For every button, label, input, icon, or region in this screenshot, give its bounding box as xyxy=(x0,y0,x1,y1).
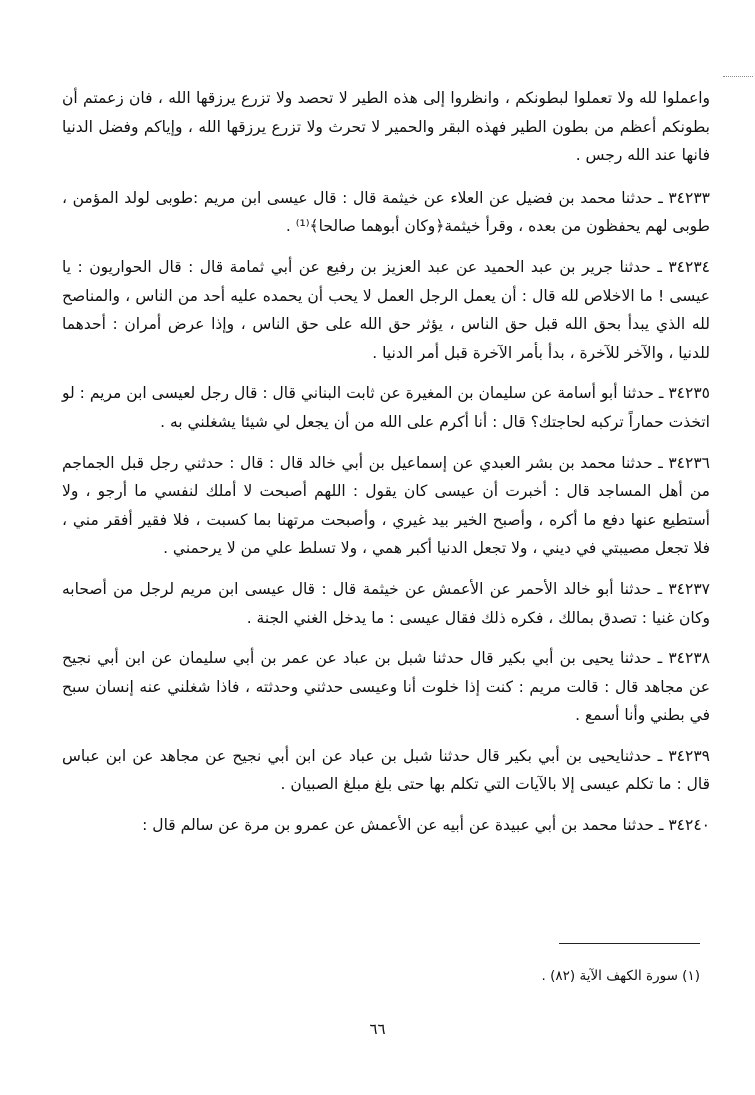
hadith-34233: ٣٤٢٣٣ ـ حدثنا محمد بن فضيل عن العلاء عن خيثمة قال : قال عيسى ابن مريم :طوبى لولد المؤمن ، طوبى لهم يحفظون من بعده ، وقرأ خيثمة﴿وكان أبوهما صالحا﴾⁽¹⁾ . xyxy=(62,188,710,236)
hadith-34234: ٣٤٢٣٤ ـ حدثنا جرير بن عبد الحميد عن عبد العزيز بن رفيع عن أبي ثمامة قال : قال الحواريون : يا عيسى ! ما الاخلاص لله قال : أن يعمل الرجل العمل لا يحب أن يحمده عليه أحد من الناس ، والمناصح لله الذي يبدأ بحق الله قبل حق الناس ، يؤثر حق الله على حق الناس ، وإذا عرض أمران : أحدهما للدنيا ، والآخر للآخرة ، بدأ بأمر الآخرة قبل أمر الدنيا . xyxy=(62,257,710,362)
footnote-divider xyxy=(559,943,700,944)
corner-mark xyxy=(723,76,753,77)
hadith-34236: ٣٤٢٣٦ ـ حدثنا محمد بن بشر العبدي عن إسماعيل بن أبي خالد قال : قال : حدثني رجل قبل الجماجم من أهل المساجد قال : أخبرت أن عيسى كان يقول : اللهم أصبحت لا أملك لنفسي ما أرجو ، ولا أستطيع عنها دفع ما أكره ، وأصبح الخير بيد غيري ، وأصبحت مرتهنا بما كسبت ، فلا فقير أفقر مني ، فلا تجعل مصيبتي في ديني ، ولا تجعل الدنيا أكبر همي ، ولا تسلط علي من لا يرحمني . xyxy=(62,453,710,558)
hadith-34237: ٣٤٢٣٧ ـ حدثنا أبو خالد الأحمر عن الأعمش عن خيثمة قال : قال عيسى ابن مريم لرجل من أصحابه وكان غنيا : تصدق بمالك ، فكره ذلك فقال عيسى : ما يدخل الغني الجنة . xyxy=(62,579,710,627)
hadith-34235: ٣٤٢٣٥ ـ حدثنا أبو أسامة عن سليمان بن المغيرة عن ثابت البناني قال : قال رجل لعيسى ابن مريم : لو اتخذت حماراً تركبه لحاجتك؟ قال : أنا أكرم على الله من أن يجعل لي شيئا يشغلني به . xyxy=(62,384,710,431)
hadith-34239: ٣٤٢٣٩ ـ حدثنايحيى بن أبي بكير قال حدثنا شبل بن عباد عن ابن أبي نجيح عن مجاهد عن ابن عباس قال : ما تكلم عيسى إلا بالآيات التي تكلم بها حتى بلغ مبلغ الصبيان . xyxy=(62,746,710,794)
page-body xyxy=(62,84,710,852)
hadith-34238: ٣٤٢٣٨ ـ حدثنا يحيى بن أبي بكير قال حدثنا شبل بن عباد عن عمر بن أبي سليمان عن ابن أبي نجيح عن مجاهد قال : قالت مريم : كنت إذا خلوت أنا وعيسى حدثني وحدثته ، فاذا شغلني عنه إنسان سبح في بطني وأنا أسمع . xyxy=(62,649,710,725)
hadith-34240: ٣٤٢٤٠ ـ حدثنا محمد بن أبي عبيدة عن أبيه عن الأعمش عن عمرو بن مرة عن سالم قال : xyxy=(142,816,710,835)
footnote: (١) سورة الكهف الآية (٨٢) . xyxy=(541,968,700,984)
page-number: ٦٦ xyxy=(369,1020,386,1038)
paragraph-continuation: واعملوا لله ولا تعملوا لبطونكم ، وانظروا إلى هذه الطير لا تحصد ولا تزرع يرزقها الله ، فان زعمتم أن بطونكم أعظم من بطون الطير فهذه البقر والحمير لا تحرث ولا تزرع يرزقها الله ، وإياكم وفضل الدنيا فانها عند الله رجس . xyxy=(62,89,710,165)
